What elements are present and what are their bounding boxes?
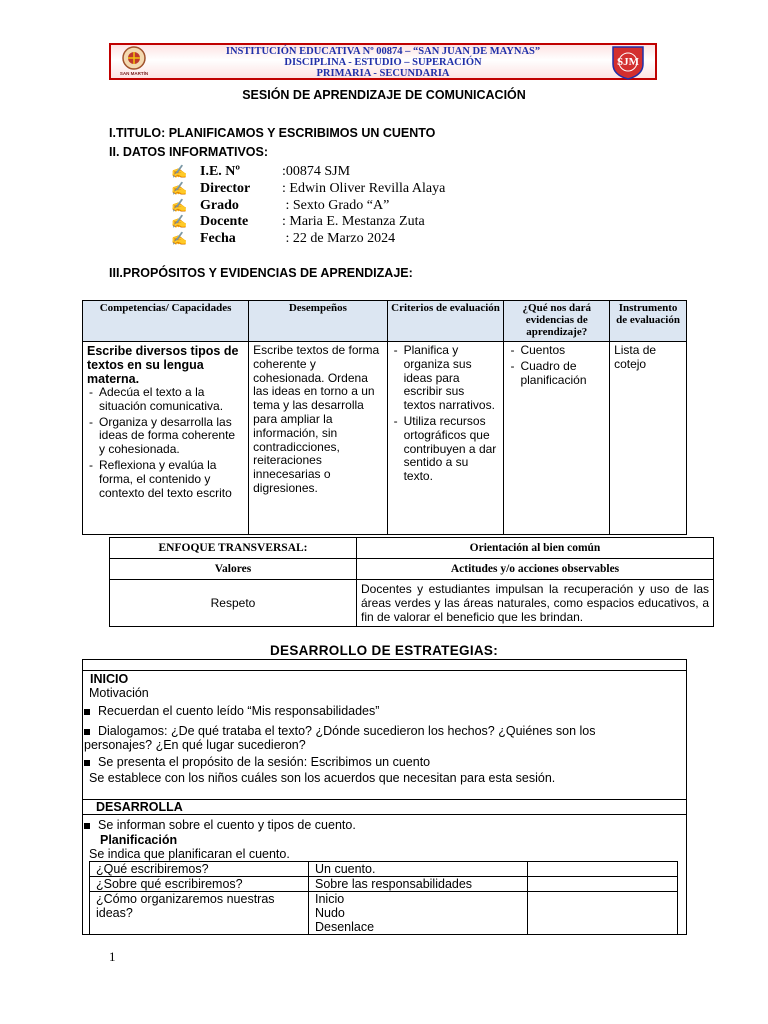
info-label: Director	[200, 181, 251, 196]
list-item: - Adecúa el texto a la situación comunicativa.	[99, 386, 244, 414]
list-item-text: Se informan sobre el cuento y tipos de cuento.	[98, 818, 356, 832]
table-header-cell: ¿Qué nos dará evidencias de aprendizaje?	[504, 301, 610, 342]
info-value: :00874 SJM	[282, 164, 351, 179]
divider	[82, 670, 687, 671]
planificacion-text: Se indica que planificaran el cuento.	[89, 847, 290, 861]
table-header-cell: Competencias/ Capacidades	[83, 301, 249, 342]
pen-icon: ✍	[171, 181, 188, 196]
divider	[82, 814, 687, 815]
table-row	[90, 877, 678, 892]
table-header-cell: Instrumento de evaluación	[610, 301, 687, 342]
info-label: Docente	[200, 214, 249, 229]
actitudes-label: Actitudes y/o acciones observables	[357, 559, 714, 580]
competencias-cell	[83, 342, 249, 535]
bullet-square-icon	[84, 709, 90, 715]
section-title-2: II. DATOS INFORMATIVOS:	[109, 145, 269, 159]
desempeno-cell: Escribe textos de forma coherente y cohesionada. Ordena las ideas en torno a un tema y las desarrolla para ampliar la información, sin contradicciones, reiteraciones innecesarias o digresiones.	[249, 342, 387, 535]
info-label: I.E. Nº	[200, 164, 241, 179]
empty-cell	[528, 877, 678, 892]
section-title-3: III.PROPÓSITOS Y EVIDENCIAS DE APRENDIZAJE:	[109, 266, 413, 280]
info-value: : Maria E. Mestanza Zuta	[282, 214, 425, 229]
info-label: Fecha	[200, 231, 236, 246]
inicio-closing: Se establece con los niños cuáles son los acuerdos que necesitan para esta sesión.	[89, 771, 556, 785]
answer-cell: Sobre las responsabilidades	[309, 877, 528, 892]
list-item: - Utiliza recursos ortográficos que contribuyen a dar sentido a su texto.	[404, 415, 500, 484]
valores-label: Valores	[110, 559, 357, 580]
table-row	[90, 892, 678, 935]
section-title-1: I.TITULO: PLANIFICAMOS Y ESCRIBIMOS UN CUENTO	[109, 126, 436, 140]
info-row-ie	[171, 164, 351, 181]
header-line-3: PRIMARIA - SECUNDARIA	[316, 68, 450, 79]
evidencias-cell	[504, 342, 610, 535]
header-line-2: DISCIPLINA - ESTUDIO – SUPERACIÓN	[284, 57, 482, 68]
competencia-title: Escribe diversos tipos de textos en su lengua materna.	[87, 344, 239, 386]
list-item: - Planifica y organiza sus ideas para escribir sus textos narrativos.	[404, 344, 500, 413]
info-row-director	[171, 181, 446, 198]
sjm-logo-text: SJM	[617, 56, 639, 68]
desarrolla-heading: DESARROLLA	[96, 800, 183, 814]
question-cell: ¿Qué escribiremos?	[90, 862, 309, 877]
actitud-cell: Docentes y estudiantes impulsan la recuperación y uso de las áreas verdes y las áreas naturales, como espacios educativos, a fin de valorar el beneficio que les brindan.	[357, 580, 714, 627]
capacidades-list	[87, 386, 244, 500]
list-item: - Cuadro de planificación	[520, 360, 605, 388]
table-row	[110, 559, 714, 580]
list-item	[84, 704, 684, 718]
info-row-docente	[171, 214, 425, 231]
header-banner	[109, 43, 657, 80]
table-row	[83, 342, 687, 535]
table-header-cell: Criterios de evaluación	[387, 301, 504, 342]
table-row	[110, 538, 714, 559]
motivacion-label: Motivación	[89, 686, 149, 700]
empty-cell	[528, 862, 678, 877]
question-cell: ¿Sobre qué escribiremos?	[90, 877, 309, 892]
list-item: - Reflexiona y evalúa la forma, el contenido y contexto del texto escrito	[99, 459, 244, 500]
answer-cell: Un cuento.	[309, 862, 528, 877]
page-number: 1	[109, 949, 116, 964]
question-cell: ¿Cómo organizaremos nuestras ideas?	[90, 892, 309, 935]
purposes-table	[82, 300, 687, 535]
list-item-text: Se presenta el propósito de la sesión: Escribimos un cuento	[98, 755, 431, 769]
answer-cell: Inicio Nudo Desenlace	[309, 892, 528, 935]
table-header-row	[83, 301, 687, 342]
inicio-heading: INICIO	[90, 672, 129, 686]
planning-table	[89, 861, 678, 935]
pen-icon: ✍	[171, 198, 188, 213]
list-item	[84, 724, 612, 752]
table-header-cell: Desempeños	[249, 301, 387, 342]
bullet-square-icon	[84, 823, 90, 829]
info-row-fecha	[171, 231, 396, 248]
info-value: : 22 de Marzo 2024	[282, 231, 396, 246]
info-label: Grado	[200, 198, 239, 213]
session-title: SESIÓN DE APRENDIZAJE DE COMUNICACIÓN	[242, 88, 526, 102]
info-value: : Edwin Oliver Revilla Alaya	[282, 181, 446, 196]
info-value: : Sexto Grado “A”	[282, 198, 390, 213]
table-row	[90, 862, 678, 877]
list-item	[84, 755, 684, 769]
evidencias-list	[508, 344, 605, 387]
table-row	[110, 580, 714, 627]
enfoque-value: Orientación al bien común	[357, 538, 714, 559]
criterios-list	[392, 344, 500, 484]
pen-icon: ✍	[171, 164, 188, 179]
valor-cell: Respeto	[110, 580, 357, 627]
enfoque-table	[109, 537, 714, 627]
pen-icon: ✍	[171, 214, 188, 229]
list-item: - Cuentos	[520, 344, 605, 358]
enfoque-label: ENFOQUE TRANSVERSAL:	[110, 538, 357, 559]
bullet-square-icon	[84, 760, 90, 766]
header-line-1: INSTITUCIÓN EDUCATIVA Nº 00874 – “SAN JUAN DE MAYNAS”	[225, 46, 541, 57]
empty-cell	[528, 892, 678, 935]
criterios-cell	[387, 342, 504, 535]
planificacion-heading: Planificación	[100, 833, 178, 847]
bullet-square-icon	[84, 729, 90, 735]
logo-left-caption: SAN MARTÍN	[119, 71, 149, 76]
info-row-grado	[171, 198, 390, 215]
list-item	[84, 818, 684, 832]
instrumento-cell: Lista de cotejo	[610, 342, 687, 535]
development-title: DESARROLLO DE ESTRATEGIAS:	[269, 643, 499, 658]
pen-icon: ✍	[171, 231, 188, 246]
list-item: - Organiza y desarrolla las ideas de forma coherente y cohesionada.	[99, 416, 244, 457]
list-item-text: Dialogamos: ¿De qué trataba el texto? ¿Dónde sucedieron los hechos? ¿Quiénes son los personajes? ¿En qué lugar sucedieron?	[84, 724, 596, 752]
list-item-text: Recuerdan el cuento leído “Mis responsabilidades”	[98, 704, 380, 718]
